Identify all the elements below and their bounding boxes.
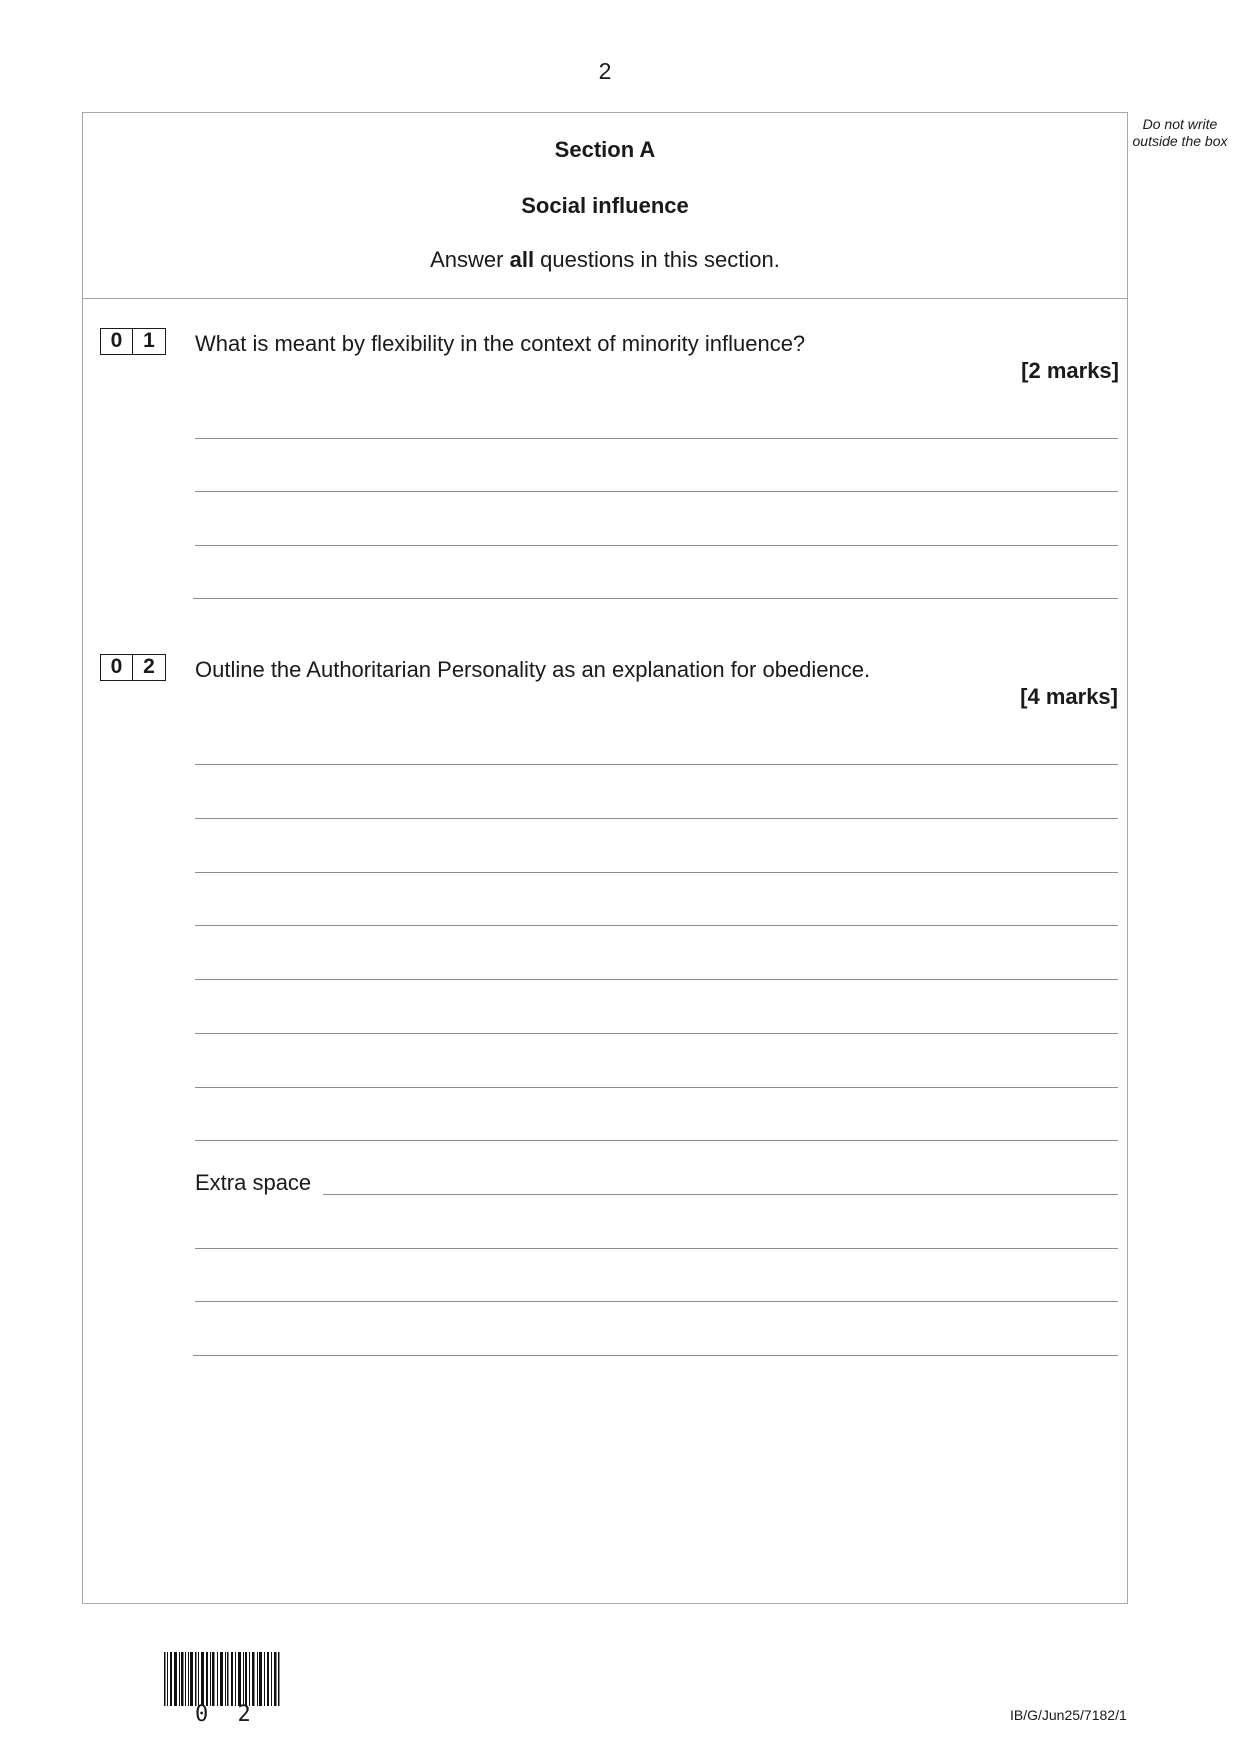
extra-space-label: Extra space bbox=[195, 1170, 312, 1195]
question-digit: 1 bbox=[133, 328, 166, 355]
answer-line[interactable] bbox=[195, 979, 1118, 980]
section-title: Section A bbox=[554, 137, 656, 162]
question-number-box-02 bbox=[100, 654, 166, 681]
margin-note: Do not write outside the box bbox=[1132, 116, 1228, 149]
barcode-icon bbox=[164, 1652, 280, 1706]
answer-line[interactable] bbox=[195, 438, 1118, 439]
extra-space-line[interactable] bbox=[323, 1194, 1118, 1195]
answer-line[interactable] bbox=[195, 764, 1118, 765]
section-header bbox=[83, 113, 1127, 299]
answer-line[interactable] bbox=[195, 925, 1118, 926]
answer-line[interactable] bbox=[193, 598, 1118, 599]
answer-line[interactable] bbox=[195, 491, 1118, 492]
question-digit: 0 bbox=[100, 654, 133, 681]
question-marks-02: [4 marks] bbox=[1020, 684, 1118, 709]
question-marks-01: [2 marks] bbox=[1021, 358, 1119, 383]
answer-line[interactable] bbox=[195, 818, 1118, 819]
answer-box-frame bbox=[82, 112, 1128, 1604]
question-digit: 0 bbox=[100, 328, 133, 355]
answer-line[interactable] bbox=[195, 1140, 1118, 1141]
answer-line[interactable] bbox=[195, 872, 1118, 873]
reference-code: IB/G/Jun25/7182/1 bbox=[1010, 1707, 1127, 1723]
answer-line[interactable] bbox=[195, 545, 1118, 546]
instruction-bold: all bbox=[509, 247, 535, 272]
question-digit: 2 bbox=[133, 654, 166, 681]
instruction-suffix: questions in this section. bbox=[534, 247, 780, 272]
instruction-prefix: Answer bbox=[430, 247, 510, 272]
answer-line[interactable] bbox=[195, 1033, 1118, 1034]
section-subtitle: Social influence bbox=[521, 193, 689, 218]
answer-line[interactable] bbox=[195, 1087, 1118, 1088]
section-instruction bbox=[83, 247, 1127, 273]
question-number-box-01 bbox=[100, 328, 166, 355]
barcode-digits: 0 2 bbox=[195, 1702, 259, 1727]
answer-line[interactable] bbox=[193, 1355, 1118, 1356]
answer-line[interactable] bbox=[195, 1301, 1118, 1302]
page-number: 2 bbox=[598, 58, 612, 84]
question-text-01: What is meant by flexibility in the context of minority influence? bbox=[195, 331, 806, 356]
answer-line[interactable] bbox=[195, 1248, 1118, 1249]
question-text-02: Outline the Authoritarian Personality as an explanation for obedience. bbox=[195, 657, 871, 682]
